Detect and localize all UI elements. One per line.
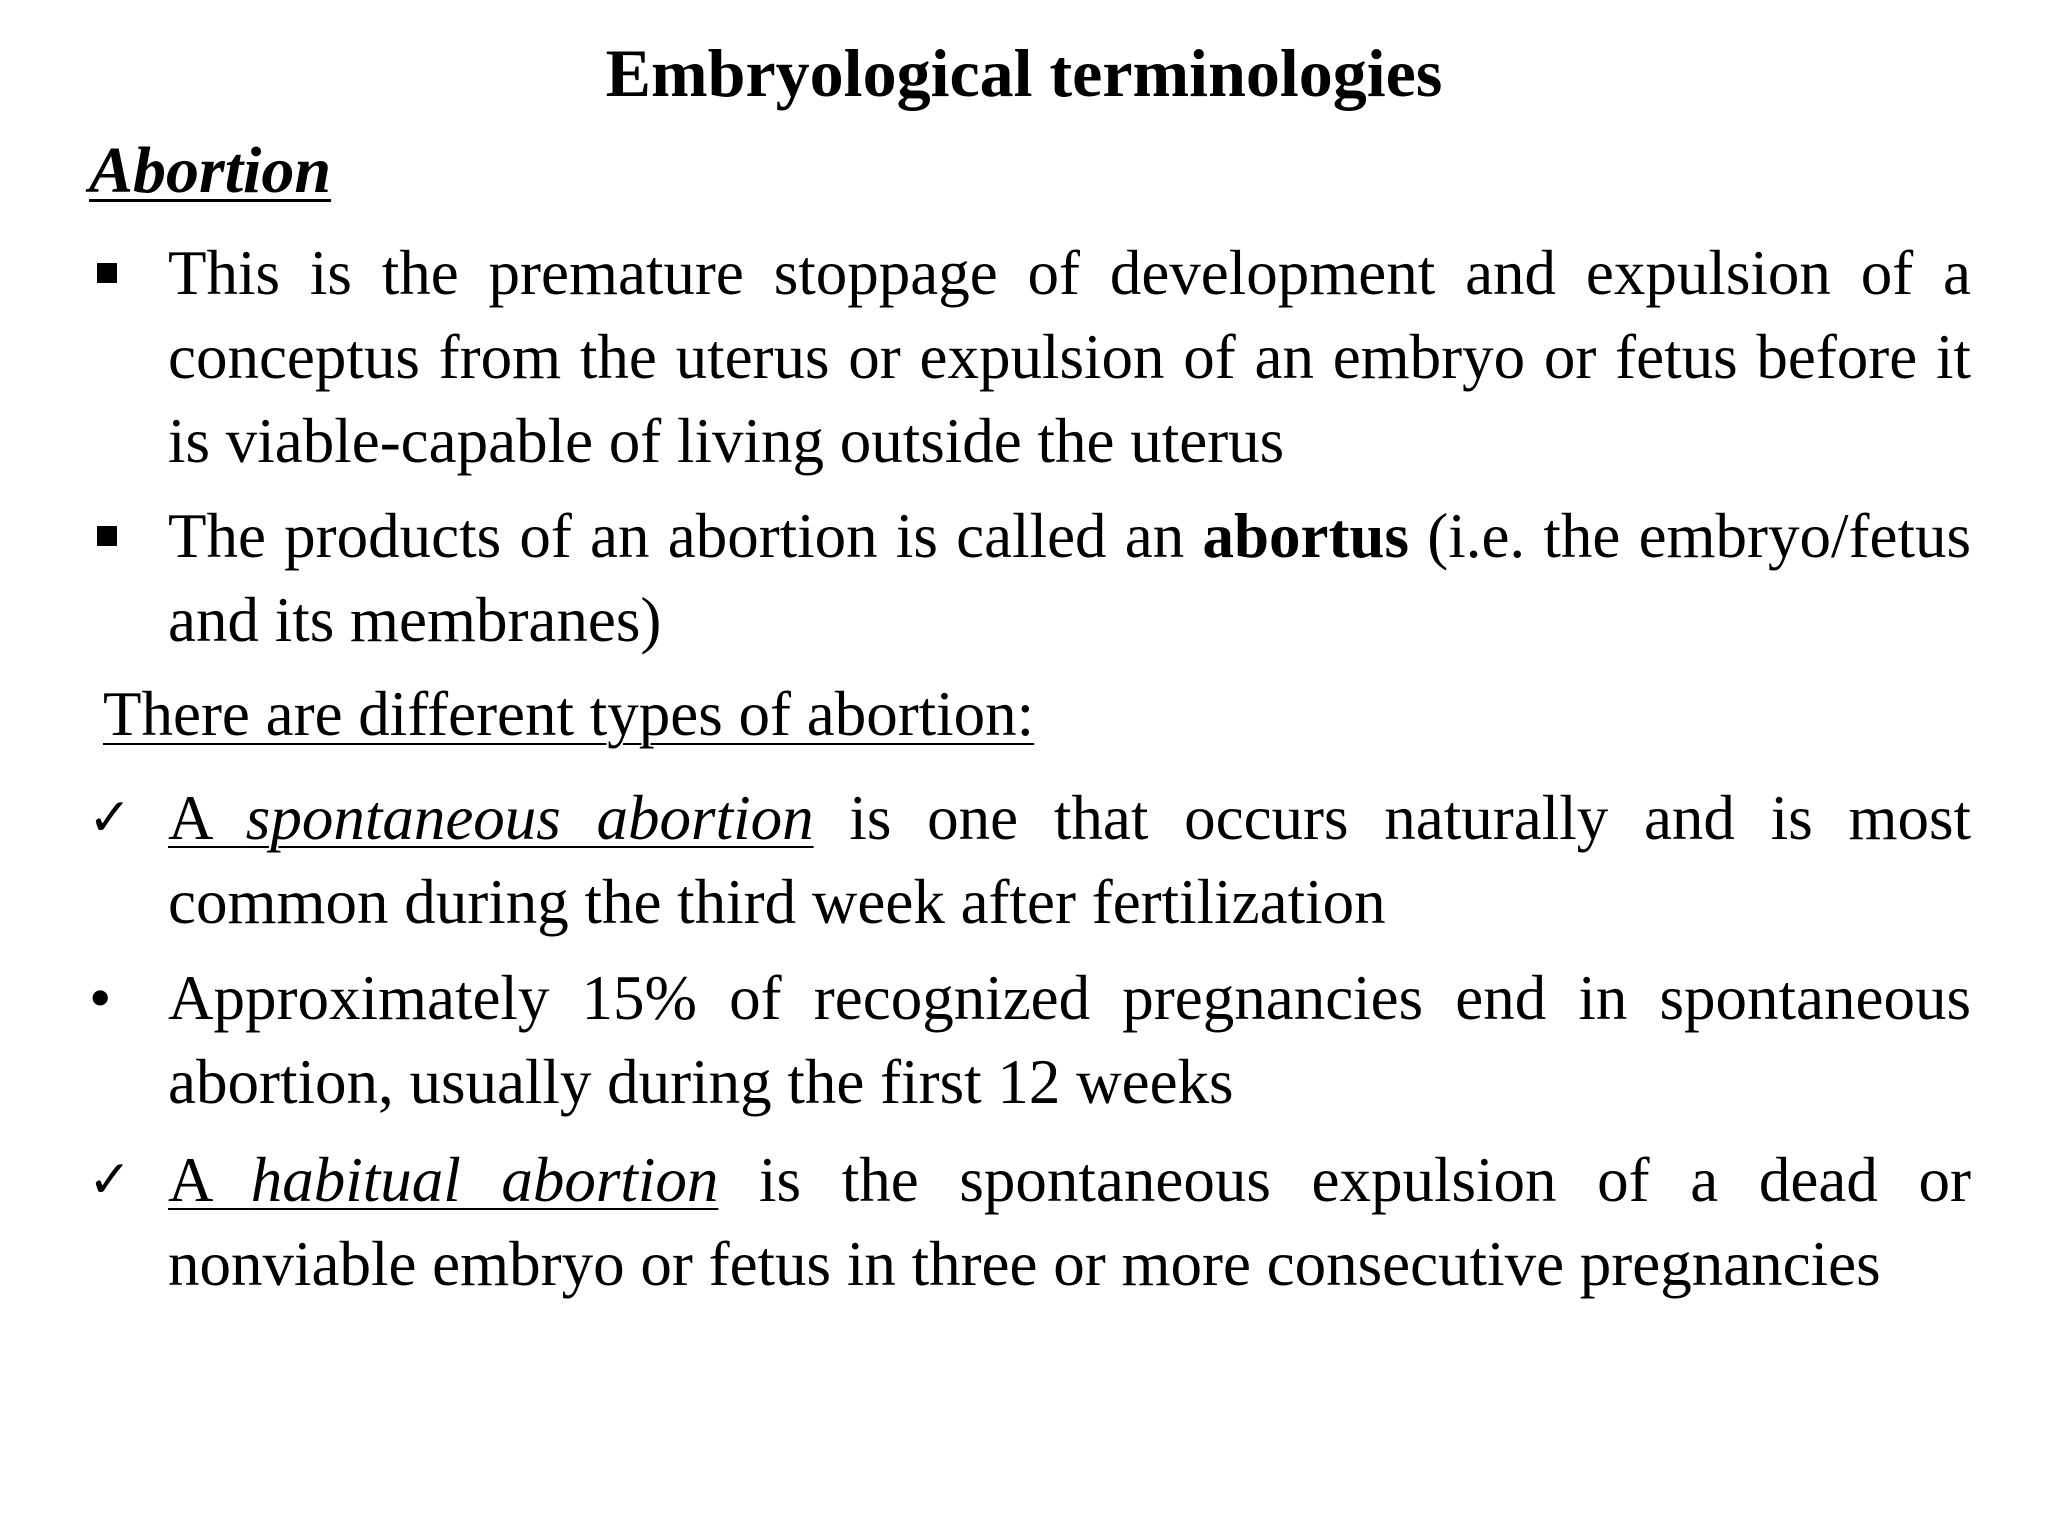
types-heading: There are different types of abortion: [103, 679, 1035, 749]
spontaneous-prefix: A [168, 783, 246, 853]
checkmark-icon: ✓ [88, 1150, 132, 1210]
spontaneous-description: is one that occurs naturally and is most common during the third week after fertilization [168, 783, 1972, 937]
abortus-text-after: (i.e. the embryo/fetus and its membranes) [168, 501, 1971, 655]
abortus-term: abortus [1202, 501, 1409, 571]
abortus-text-before: The products of an abortion is called an [168, 501, 1203, 571]
square-bullet-icon [97, 263, 117, 283]
abortus-text [168, 494, 1971, 662]
habitual-text [168, 1138, 1971, 1306]
habitual-prefix: A [168, 1145, 251, 1215]
statistic-text: Approximately 15% of recognized pregnancies end in spontaneous abortion, usually during the first 12 weeks [168, 963, 1971, 1117]
round-bullet-icon: • [89, 962, 112, 1033]
habitual-description: is the spontaneous expulsion of a dead or nonviable embryo or fetus in three or more consecutive pregnancies [168, 1145, 1971, 1299]
spontaneous-text [168, 776, 1971, 944]
habitual-term: habitual abortion [250, 1145, 719, 1215]
square-bullet-icon [97, 526, 117, 546]
checkmark-icon: ✓ [88, 788, 132, 848]
page-title: Embryological terminologies [605, 35, 1443, 111]
spontaneous-term: spontaneous abortion [245, 783, 814, 853]
definition-text: This is the premature stoppage of development and expulsion of a conceptus from the uterus or expulsion of an embryo or fetus before it is viable-capable of living outside the uterus [168, 238, 1971, 476]
section-heading-abortion: Abortion [89, 134, 332, 207]
